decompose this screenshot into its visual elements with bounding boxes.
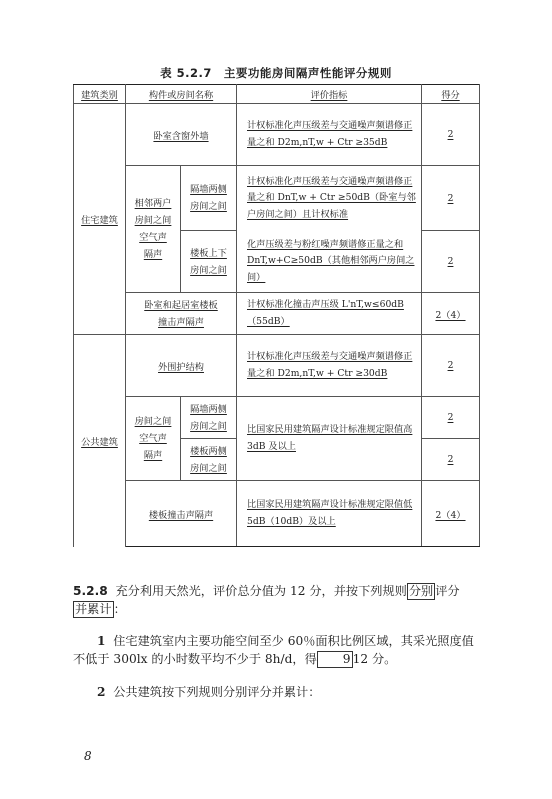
public-impact-criteria: 比国家民用建筑隔声设计标准规定限值低 5dB（10dB）及以上 <box>247 499 413 527</box>
header-criteria: 评价指标 <box>310 90 348 101</box>
residential-partition-wall: 隔墙两侧 房间之间 <box>190 184 227 212</box>
boxed-text-fenbie: 分别 <box>408 584 434 598</box>
public-envelope-criteria: 计权标准化声压级差与交通噪声频谱修正量之和 D2m,nT,w + Ctr ≥30dB <box>247 351 413 379</box>
category-residential: 住宅建筑 <box>81 215 118 226</box>
sound-insulation-table <box>73 84 480 547</box>
residential-partition-criteria: 计权标准化声压级差与交通噪声频谱修正量之和 DnT,w + Ctr ≥50dB（卧室与邻户房间之间）且计权标准 <box>247 175 416 220</box>
category-public: 公共建筑 <box>81 436 118 448</box>
residential-impact-criteria: 计权标准化撞击声压级 L'nT,w≤60dB（55dB） <box>247 299 404 327</box>
table-row <box>74 293 480 335</box>
residential-impact-score: 2（4） <box>435 309 466 321</box>
clause-item-1: 1 住宅建筑室内主要功能空间至少 60％面积比例区域，其采光照度值不低于 300lx 的小时数平均不少于 8h/d，得 9 12 分。 <box>73 634 474 666</box>
table-row <box>74 166 480 231</box>
residential-adjacent-group: 相邻两户 房间之间 空气声 隔声 <box>134 198 172 260</box>
residential-floor-slab: 楼板上下 房间之间 <box>190 247 227 276</box>
table-row <box>74 335 480 397</box>
residential-exterior-wall-score: 2 <box>447 129 454 140</box>
public-envelope-score: 2 <box>447 360 454 371</box>
public-partition-score: 2 <box>447 412 454 423</box>
boxed-text-bingleiji: 并累计 <box>75 602 112 616</box>
residential-floor-criteria: 化声压级差与粉红噪声频谱修正量之和 DnT,w+C≥50dB（其他相邻两户房间之间） <box>247 238 415 283</box>
residential-floor-score: 2 <box>447 256 454 267</box>
table-row <box>74 397 480 439</box>
public-floor-score: 2 <box>447 454 454 465</box>
residential-partition-score: 2 <box>447 192 454 204</box>
public-impact-score: 2（4） <box>435 509 466 521</box>
residential-exterior-wall-criteria: 计权标准化声压级差与交通噪声频谱修正量之和 D2m,nT,w + Ctr ≥35dB <box>247 120 413 148</box>
page-number: 8 <box>84 749 92 763</box>
public-impact: 楼板撞击声隔声 <box>148 509 214 521</box>
public-room-group: 房间之间 空气声 隔声 <box>134 416 172 461</box>
table-row <box>74 104 480 166</box>
table-header-row <box>74 85 480 104</box>
header-building-type: 建筑类别 <box>81 90 118 101</box>
item-1-number: 1 <box>97 634 106 648</box>
clause-5-2-8: 5.2.8 充分利用天然光，评价总分值为 12 分，并按下列规则 分别 评分并累计 ： <box>73 584 460 616</box>
clause-number: 5.2.8 <box>73 584 108 598</box>
residential-exterior-wall: 卧室含窗外墙 <box>153 130 209 142</box>
residential-impact: 卧室和起居室楼板 撞击声隔声 <box>144 299 218 328</box>
table-title: 表 5.2.7 主要功能房间隔声性能评分规则 <box>160 66 392 80</box>
public-airborne-criteria: 比国家民用建筑隔声设计标准规定限值高 3dB 及以上 <box>247 424 413 452</box>
public-envelope: 外围护结构 <box>158 361 204 373</box>
clause-item-2: 2 公共建筑按下列规则分别评分并累计： <box>97 685 321 699</box>
item-2-number: 2 <box>97 685 106 699</box>
header-component: 构件或房间名称 <box>148 90 214 101</box>
header-score: 得分 <box>441 90 460 101</box>
public-partition-wall: 隔墙两侧 房间之间 <box>190 403 227 432</box>
public-floor-slab: 楼板两侧 房间之间 <box>190 445 227 474</box>
table-row <box>74 481 480 547</box>
boxed-text-9: 9 <box>317 651 353 668</box>
